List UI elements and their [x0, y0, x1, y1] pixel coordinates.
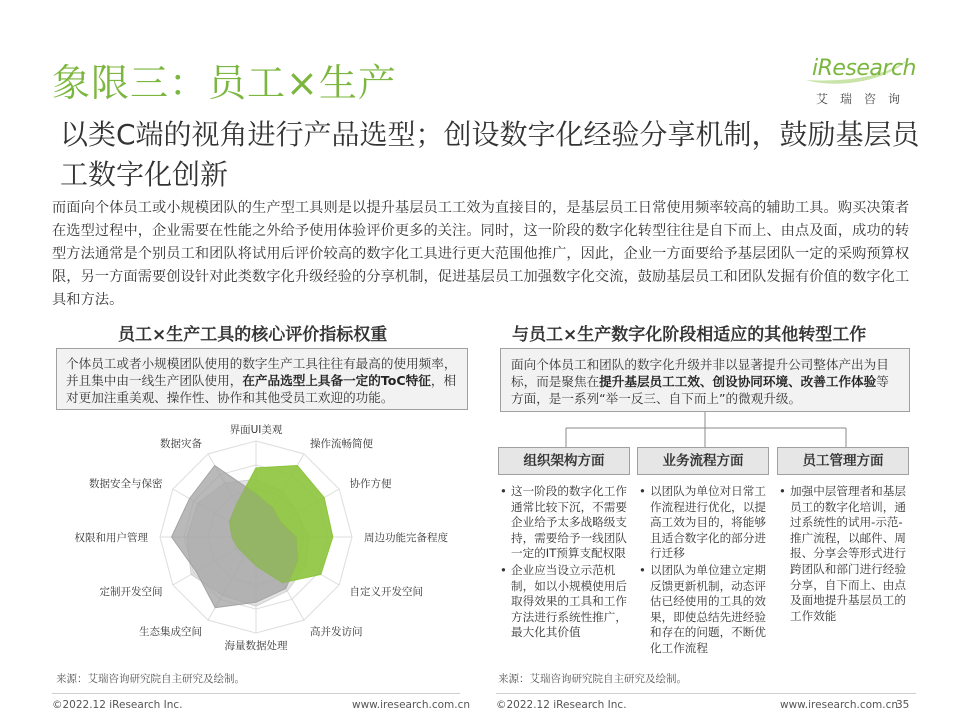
footer-url-left: www.iresearch.com.cn — [352, 699, 471, 711]
page-title: 象限三：员工×生产 — [52, 61, 397, 105]
list-item: • 这一阶段的数字化工作通常比较下沉，不需要企业给予太多战略级支持，需要给予一线团队一定的IT预算支配权限 — [498, 484, 628, 562]
column-header-org: 组织架构方面 — [498, 447, 630, 475]
radar-axis-label: 海量数据处理 — [224, 640, 288, 652]
radar-axis-label: 数据安全与保密 — [88, 478, 163, 490]
tree-connector — [496, 412, 916, 448]
footer-copyright-right: ©2022.12 iResearch Inc. — [496, 699, 627, 711]
left-box-text-2: ，相对更加注重美观、操作性、协作和其他受员工欢迎的功能。 — [66, 373, 457, 405]
list-item: • 以团队为单位对日常工作流程进行优化，以提高工效为目的，将能够且适合数字化的部分进行迁移 — [637, 484, 767, 562]
footer-divider-left — [52, 693, 460, 694]
right-summary-box — [500, 348, 910, 412]
page-number: 35 — [896, 699, 910, 711]
column-header-staff: 员工管理方面 — [777, 447, 909, 475]
page-subtitle: 以类C端的视角进行产品选型；创设数字化经验分享机制，鼓励基层员工数字化创新 — [60, 118, 920, 191]
footer-url-right: www.iresearch.com.cn — [780, 699, 899, 711]
list-item: • 加强中层管理者和基层员工的数字化培训，通过系统性的试用-示范-推广流程，以邮件、周报、分享会等形式进行跨团队和部门进行经验分享，自下而上、由点及面地提升基层员工的工作效能 — [777, 484, 907, 624]
logo-brand-text: iResearch — [812, 56, 916, 81]
radar-axis-label: 周边功能完备程度 — [364, 532, 448, 544]
logo-brand-cn: 艾瑞咨询 — [816, 92, 913, 106]
right-section-title: 与员工×生产数字化阶段相适应的其他转型工作 — [512, 325, 867, 345]
right-box-text-1: 面向个体员工和团队的数字化升级并非以显著提升公司整体产出为目标，而是聚焦在 — [511, 357, 889, 389]
column-body-org — [498, 484, 628, 642]
intro-paragraph: 而面向个体员工或小规模团队的生产型工具则是以提升基层员工工效为直接目的，是基层员工日常使用频率较高的辅助工具。购买决策者在选型过程中，企业需要在性能之外给予使用体验评价更多的关注。同时，这一阶段的数字化转型往往是自下而上、由点及面，成功的转型方法通常是个别员工和团队将试用后评价较高的数字化工具进行更大范围他推广，因此，企业一方面要给予基层团队一定的采购预算权限，另一方面需要创设针对此类数字化升级经验的分享机制，促进基层员工加强数字化交流，鼓励基层员工和团队发掘有价值的数字化工具和方法。 — [52, 200, 910, 308]
left-summary-box — [56, 348, 468, 410]
radar-axis-label: 高并发访问 — [310, 625, 363, 638]
radar-axis-label: 界面UI美观 — [229, 424, 283, 436]
column-body-process — [637, 484, 767, 658]
column-header-process: 业务流程方面 — [637, 447, 769, 475]
iresearch-logo — [804, 50, 914, 110]
footer-divider-right — [496, 693, 916, 694]
radar-axis-label: 权限和用户管理 — [74, 532, 148, 544]
radar-axis-label: 自定义开发空间 — [349, 586, 424, 598]
radar-axis-label: 生态集成空间 — [139, 625, 202, 638]
left-box-bold: 在产品选型上具备一定的ToC特征 — [242, 373, 431, 388]
left-box-text-1: 个体员工或者小规模团队使用的数字生产工具往往有最高的使用频率，并且集中由一线生产团队使用， — [66, 356, 457, 388]
footer-copyright-left: ©2022.12 iResearch Inc. — [52, 699, 183, 711]
right-box-bold: 提升基层员工工效、创设协同环境、改善工作体验 — [599, 374, 877, 389]
radar-axis-label: 操作流畅简便 — [310, 438, 373, 451]
right-box-text-2: 等方面，是一系列“举一反三、自下而上”的微观升级。 — [511, 374, 889, 406]
right-source: 来源：艾瑞咨询研究院自主研究及绘制。 — [498, 673, 687, 685]
radar-axis-label: 定制开发空间 — [99, 586, 163, 598]
left-source: 来源：艾瑞咨询研究院自主研究及绘制。 — [56, 673, 245, 685]
radar-axis-label: 数据灾备 — [160, 438, 202, 451]
list-item: • 以团队为单位建立定期反馈更新机制，动态评估已经使用的工具的效果，即使总结先进经验和存在的问题，不断优化工作流程 — [637, 563, 767, 657]
radar-axis-label: 协作方便 — [349, 478, 392, 490]
column-body-staff — [777, 484, 907, 625]
list-item: • 企业应当设立示范机制，如以小规模使用后取得效果的工具和工作方法进行系统性推广，最大化其价值 — [498, 563, 628, 641]
left-section-title: 员工×生产工具的核心评价指标权重 — [118, 325, 388, 345]
